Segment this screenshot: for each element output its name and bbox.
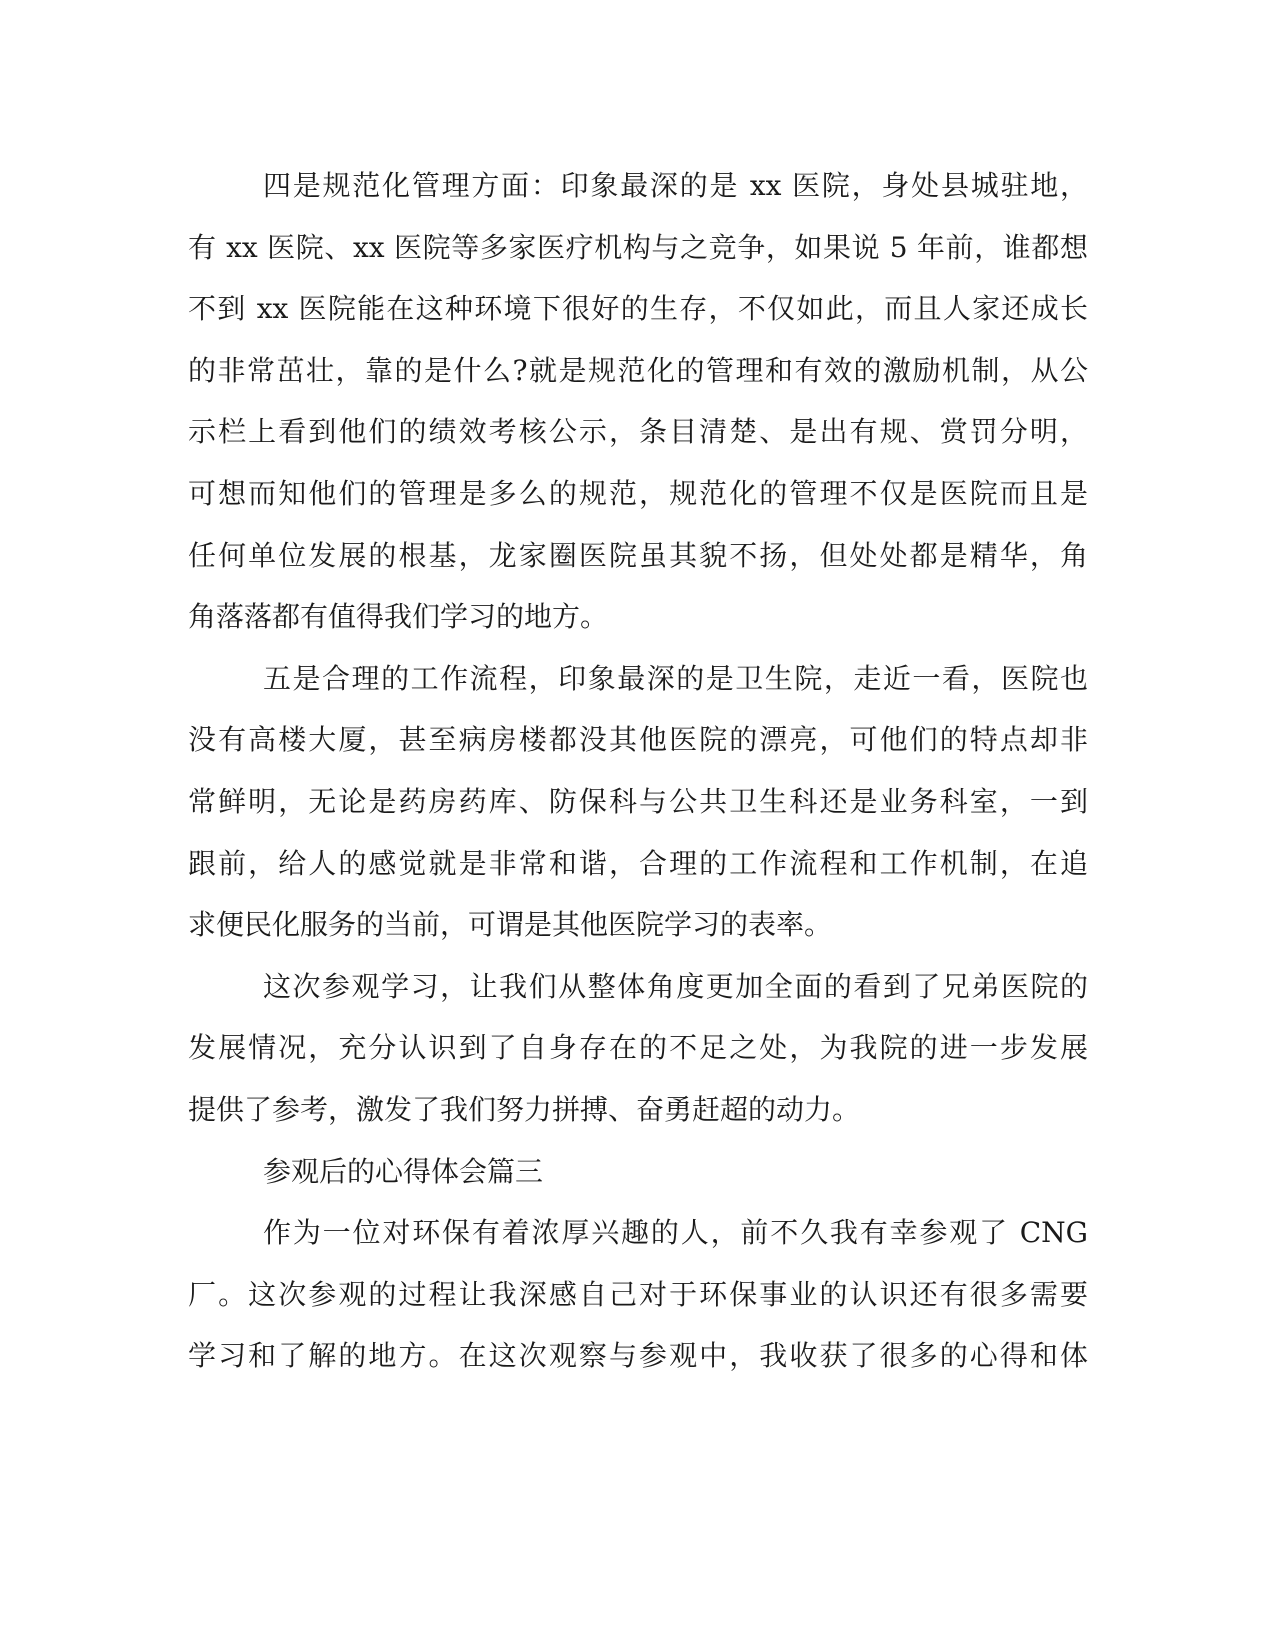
text-line: 示栏上看到他们的绩效考核公示，条目清楚、是出有规、赏罚分明， xyxy=(188,415,1088,449)
text-line: 参观后的心得体会篇三 xyxy=(263,1154,544,1188)
text-line: 没有高楼大厦，甚至病房楼都没其他医院的漂亮，可他们的特点却非 xyxy=(188,723,1088,757)
text-line: 常鲜明，无论是药房药库、防保科与公共卫生科还是业务科室，一到 xyxy=(188,784,1088,818)
text-line: 五是合理的工作流程，印象最深的是卫生院，走近一看，医院也 xyxy=(263,661,1088,695)
text-line: 不到 xx 医院能在这种环境下很好的生存，不仅如此，而且人家还成长 xyxy=(188,292,1088,326)
text-line: 的非常茁壮，靠的是什么?就是规范化的管理和有效的激励机制，从公 xyxy=(188,353,1088,387)
document-body xyxy=(188,155,1088,1387)
text-line: 厂。这次参观的过程让我深感自己对于环保事业的认识还有很多需要 xyxy=(188,1277,1088,1311)
text-line: 跟前，给人的感觉就是非常和谐，合理的工作流程和工作机制，在追 xyxy=(188,846,1088,880)
text-line: 角落落都有值得我们学习的地方。 xyxy=(188,600,609,634)
text-line: 提供了参考，激发了我们努力拼搏、奋勇赶超的动力。 xyxy=(188,1092,861,1126)
text-line: 作为一位对环保有着浓厚兴趣的人，前不久我有幸参观了 CNG xyxy=(263,1216,1088,1250)
text-line: 可想而知他们的管理是多么的规范，规范化的管理不仅是医院而且是 xyxy=(188,476,1088,510)
text-line: 任何单位发展的根基，龙家圈医院虽其貌不扬，但处处都是精华，角 xyxy=(188,538,1088,572)
text-line: 求便民化服务的当前，可谓是其他医院学习的表率。 xyxy=(188,908,833,942)
text-line: 有 xx 医院、xx 医院等多家医疗机构与之竞争，如果说 5 年前，谁都想 xyxy=(188,230,1088,264)
text-line: 发展情况，充分认识到了自身存在的不足之处，为我院的进一步发展 xyxy=(188,1031,1088,1065)
text-line: 学习和了解的地方。在这次观察与参观中，我收获了很多的心得和体 xyxy=(188,1339,1088,1373)
text-line: 四是规范化管理方面：印象最深的是 xx 医院，身处县城驻地， xyxy=(263,169,1088,202)
text-line: 这次参观学习，让我们从整体角度更加全面的看到了兄弟医院的 xyxy=(263,969,1088,1003)
